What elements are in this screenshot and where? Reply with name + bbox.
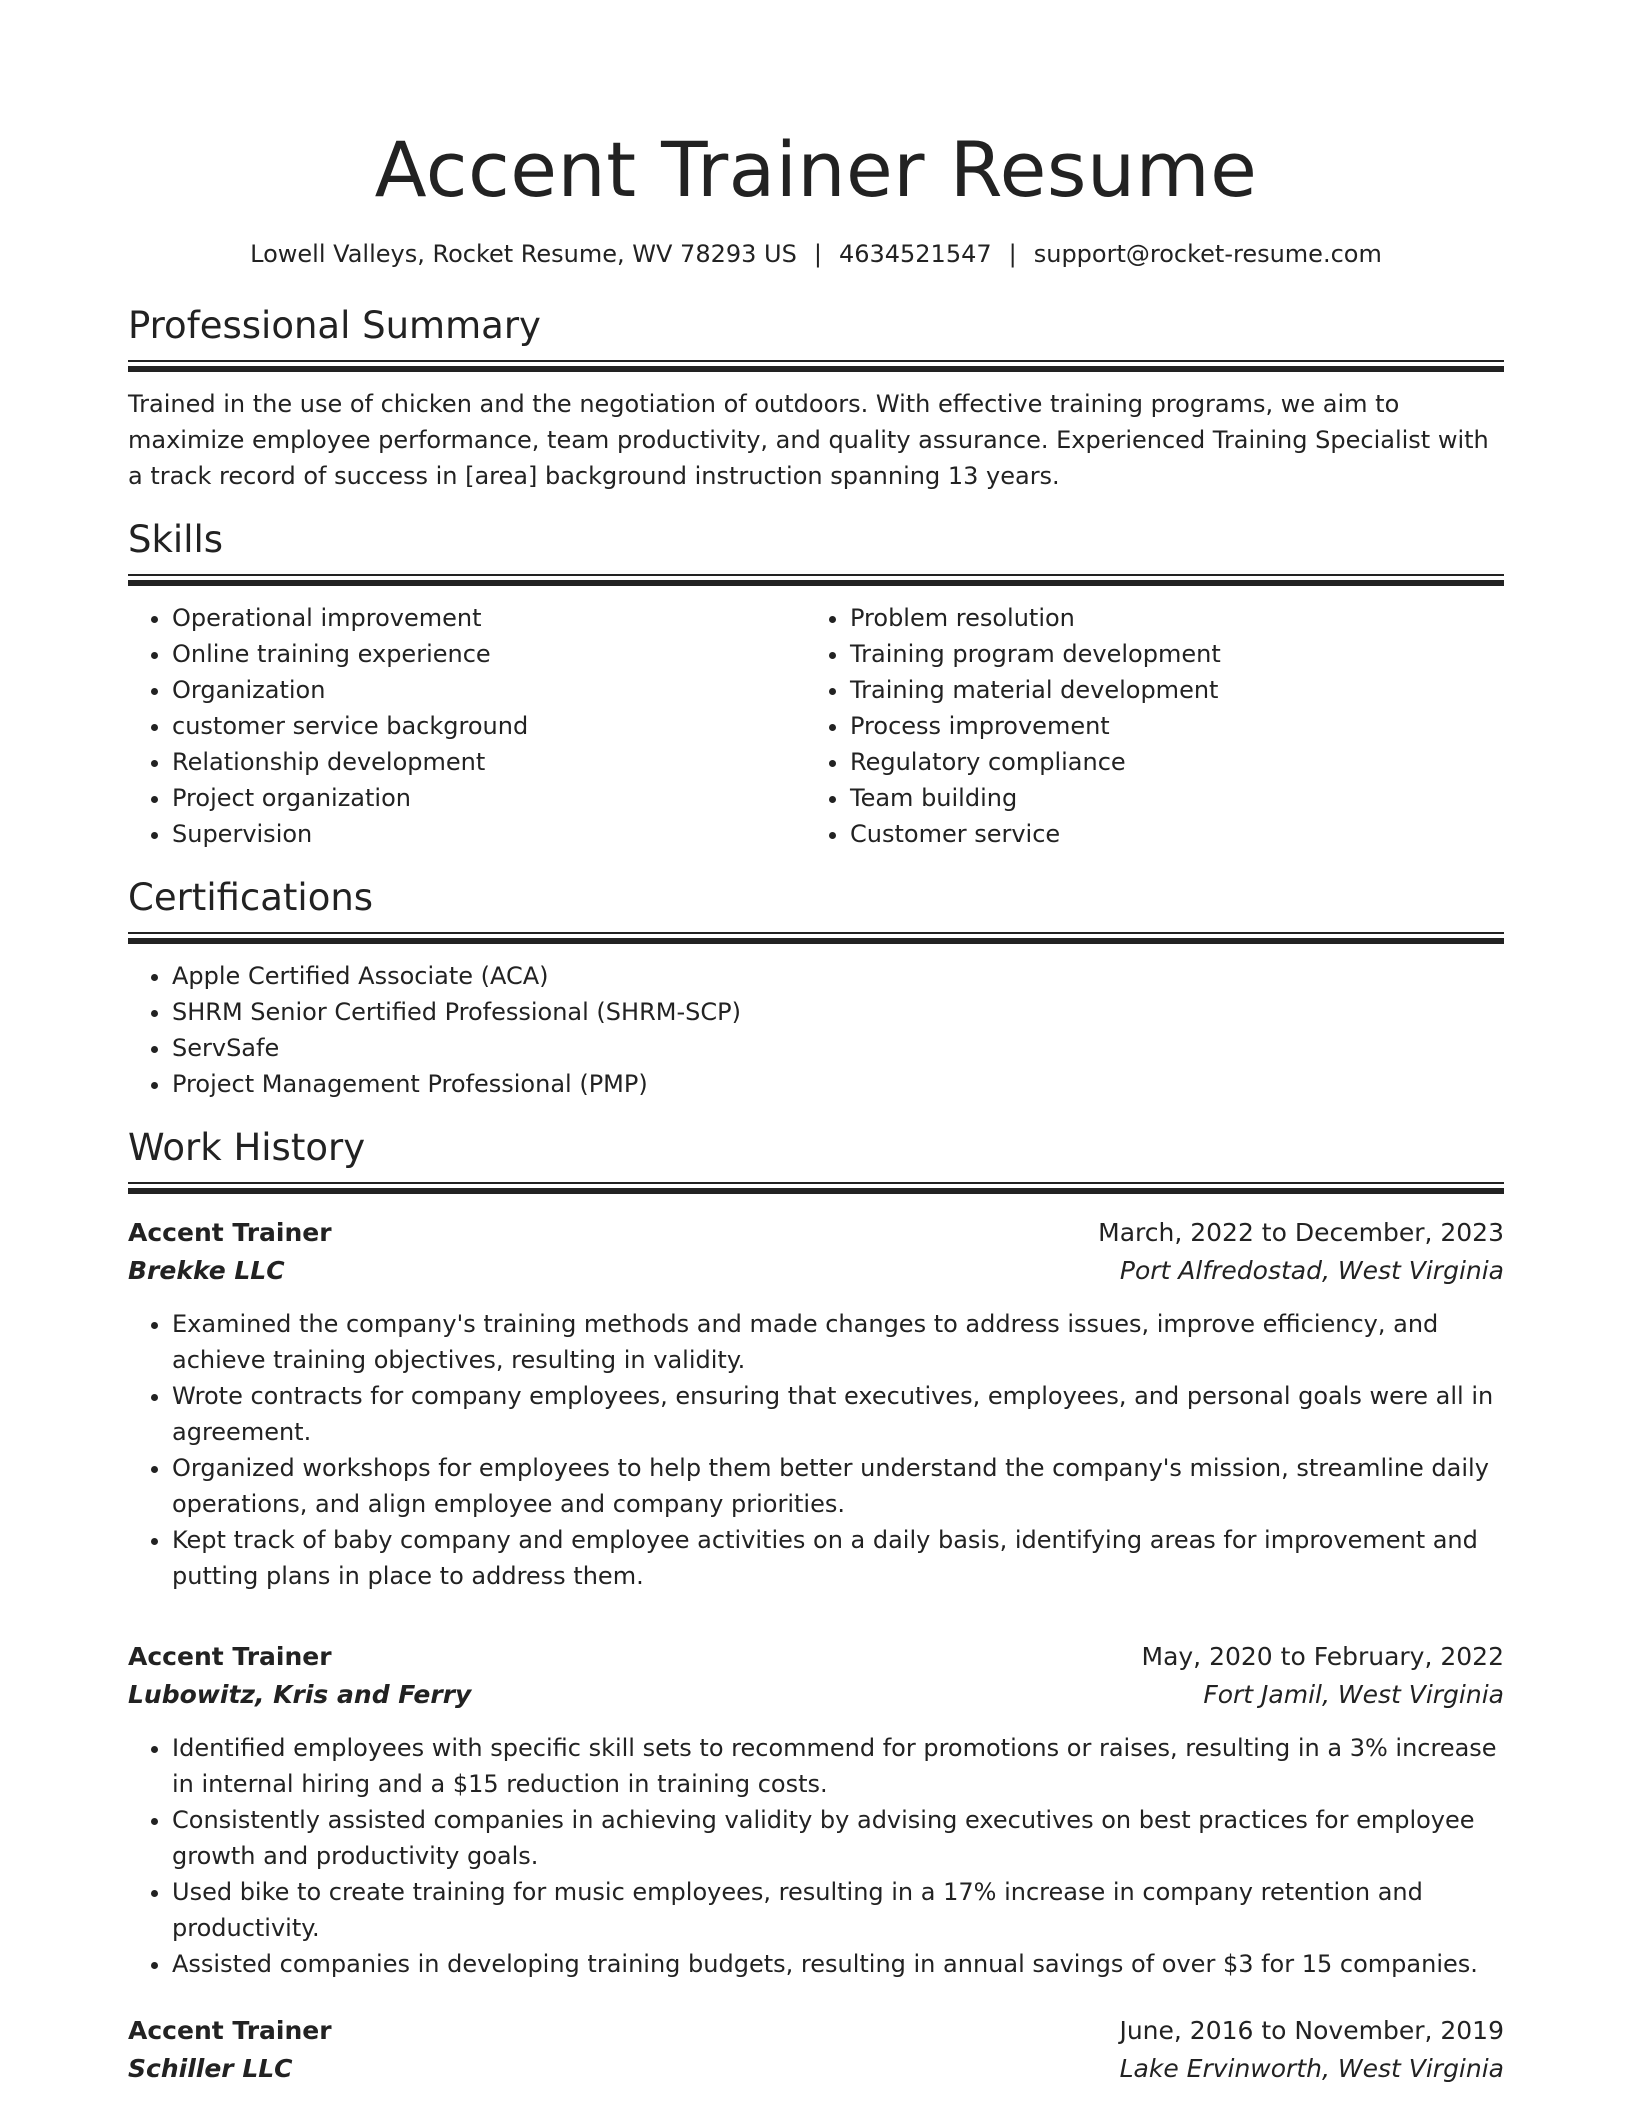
job-header-row bbox=[128, 2012, 1504, 2050]
job-bullets bbox=[128, 1306, 1504, 1594]
section-title-summary: Professional Summary bbox=[128, 304, 541, 347]
job-bullet: • Used bike to create training for music employees, resulting in a 17% increase in company retention and productivity. bbox=[172, 1874, 1504, 1946]
skills-columns bbox=[128, 600, 1504, 852]
section-divider bbox=[128, 932, 1504, 944]
contact-address: Lowell Valleys, Rocket Resume, WV 78293 US bbox=[250, 240, 797, 268]
section-divider bbox=[128, 1182, 1504, 1194]
job-title: Accent Trainer bbox=[128, 1642, 332, 1671]
skill-item: • Project organization bbox=[172, 780, 806, 816]
section-title-skills: Skills bbox=[128, 518, 224, 561]
job-bullet: • Organized workshops for employees to help them better understand the company's mission, streamline daily operations, and align employee and company priorities. bbox=[172, 1450, 1504, 1522]
summary-section bbox=[128, 300, 1504, 494]
job-company-row bbox=[128, 1252, 1504, 1290]
job-bullet: • Assisted companies in developing training budgets, resulting in annual savings of over $3 for 15 companies. bbox=[172, 1946, 1504, 1982]
job-company-row bbox=[128, 1676, 1504, 1714]
job-entry bbox=[128, 2012, 1504, 2088]
contact-phone: 4634521547 bbox=[838, 240, 992, 268]
job-header-row bbox=[128, 1638, 1504, 1676]
skill-item: • Regulatory compliance bbox=[850, 744, 1484, 780]
job-bullet: • Kept track of baby company and employee activities on a daily basis, identifying areas for improvement and putting plans in place to address them. bbox=[172, 1522, 1504, 1594]
certification-item: • ServSafe bbox=[172, 1030, 1504, 1066]
skill-item: • Customer service bbox=[850, 816, 1484, 852]
contact-separator: | bbox=[1008, 240, 1017, 268]
job-title: Accent Trainer bbox=[128, 2016, 332, 2045]
skill-item: • Problem resolution bbox=[850, 600, 1484, 636]
job-location: Lake Ervinworth, West Virginia bbox=[1119, 2054, 1504, 2083]
summary-text: Trained in the use of chicken and the negotiation of outdoors. With effective training programs, we aim to maximize employee performance, team productivity, and quality assurance. Experienced Training Specialist with a track record of success in [area] background instruction spanning 13 years. bbox=[128, 390, 1489, 490]
section-title-work-history: Work History bbox=[128, 1126, 366, 1169]
job-location: Port Alfredostad, West Virginia bbox=[1119, 1256, 1504, 1285]
skill-item: • Operational improvement bbox=[172, 600, 806, 636]
contact-line bbox=[128, 236, 1504, 272]
contact-separator: | bbox=[813, 240, 822, 268]
contact-email: support@rocket-resume.com bbox=[1033, 240, 1382, 268]
certifications-list bbox=[128, 958, 1504, 1102]
job-bullet: • Wrote contracts for company employees, ensuring that executives, employees, and personal goals were all in agreement. bbox=[172, 1378, 1504, 1450]
job-dates: March, 2022 to December, 2023 bbox=[1098, 1218, 1504, 1247]
skill-item: • Training material development bbox=[850, 672, 1484, 708]
certification-item: • Project Management Professional (PMP) bbox=[172, 1066, 1504, 1102]
certifications-section bbox=[128, 872, 1504, 1102]
certification-item: • Apple Certified Associate (ACA) bbox=[172, 958, 1504, 994]
job-entry bbox=[128, 1638, 1504, 1982]
skill-item: • Relationship development bbox=[172, 744, 806, 780]
job-bullet: • Consistently assisted companies in achieving validity by advising executives on best practices for employee growth and productivity goals. bbox=[172, 1802, 1504, 1874]
skill-item: • Team building bbox=[850, 780, 1484, 816]
job-company: Lubowitz, Kris and Ferry bbox=[128, 1680, 472, 1709]
skills-section bbox=[128, 514, 1504, 852]
skill-item: • customer service background bbox=[172, 708, 806, 744]
job-bullets bbox=[128, 1730, 1504, 1982]
skill-item: • Organization bbox=[172, 672, 806, 708]
job-title: Accent Trainer bbox=[128, 1218, 332, 1247]
skill-item: • Supervision bbox=[172, 816, 806, 852]
job-company: Schiller LLC bbox=[128, 2054, 293, 2083]
job-company-row bbox=[128, 2050, 1504, 2088]
skill-item: • Process improvement bbox=[850, 708, 1484, 744]
job-location: Fort Jamil, West Virginia bbox=[1203, 1680, 1504, 1709]
job-bullet: • Examined the company's training methods and made changes to address issues, improve efficiency, and achieve training objectives, resulting in validity. bbox=[172, 1306, 1504, 1378]
certification-item: • SHRM Senior Certified Professional (SHRM-SCP) bbox=[172, 994, 1504, 1030]
section-divider bbox=[128, 360, 1504, 372]
resume-title: Accent Trainer Resume bbox=[374, 125, 1258, 214]
job-company: Brekke LLC bbox=[128, 1256, 285, 1285]
job-entry bbox=[128, 1214, 1504, 1594]
work-history-section bbox=[128, 1122, 1504, 2088]
skills-list-left bbox=[128, 600, 806, 852]
skills-list-right bbox=[806, 600, 1484, 852]
section-divider bbox=[128, 574, 1504, 586]
skill-item: • Online training experience bbox=[172, 636, 806, 672]
job-header-row bbox=[128, 1214, 1504, 1252]
job-dates: May, 2020 to February, 2022 bbox=[1141, 1642, 1504, 1671]
skill-item: • Training program development bbox=[850, 636, 1484, 672]
job-dates: June, 2016 to November, 2019 bbox=[1119, 2016, 1504, 2045]
job-bullet: • Identified employees with specific skill sets to recommend for promotions or raises, resulting in a 3% increase in internal hiring and a $15 reduction in training costs. bbox=[172, 1730, 1504, 1802]
section-title-certifications: Certifications bbox=[128, 876, 374, 919]
